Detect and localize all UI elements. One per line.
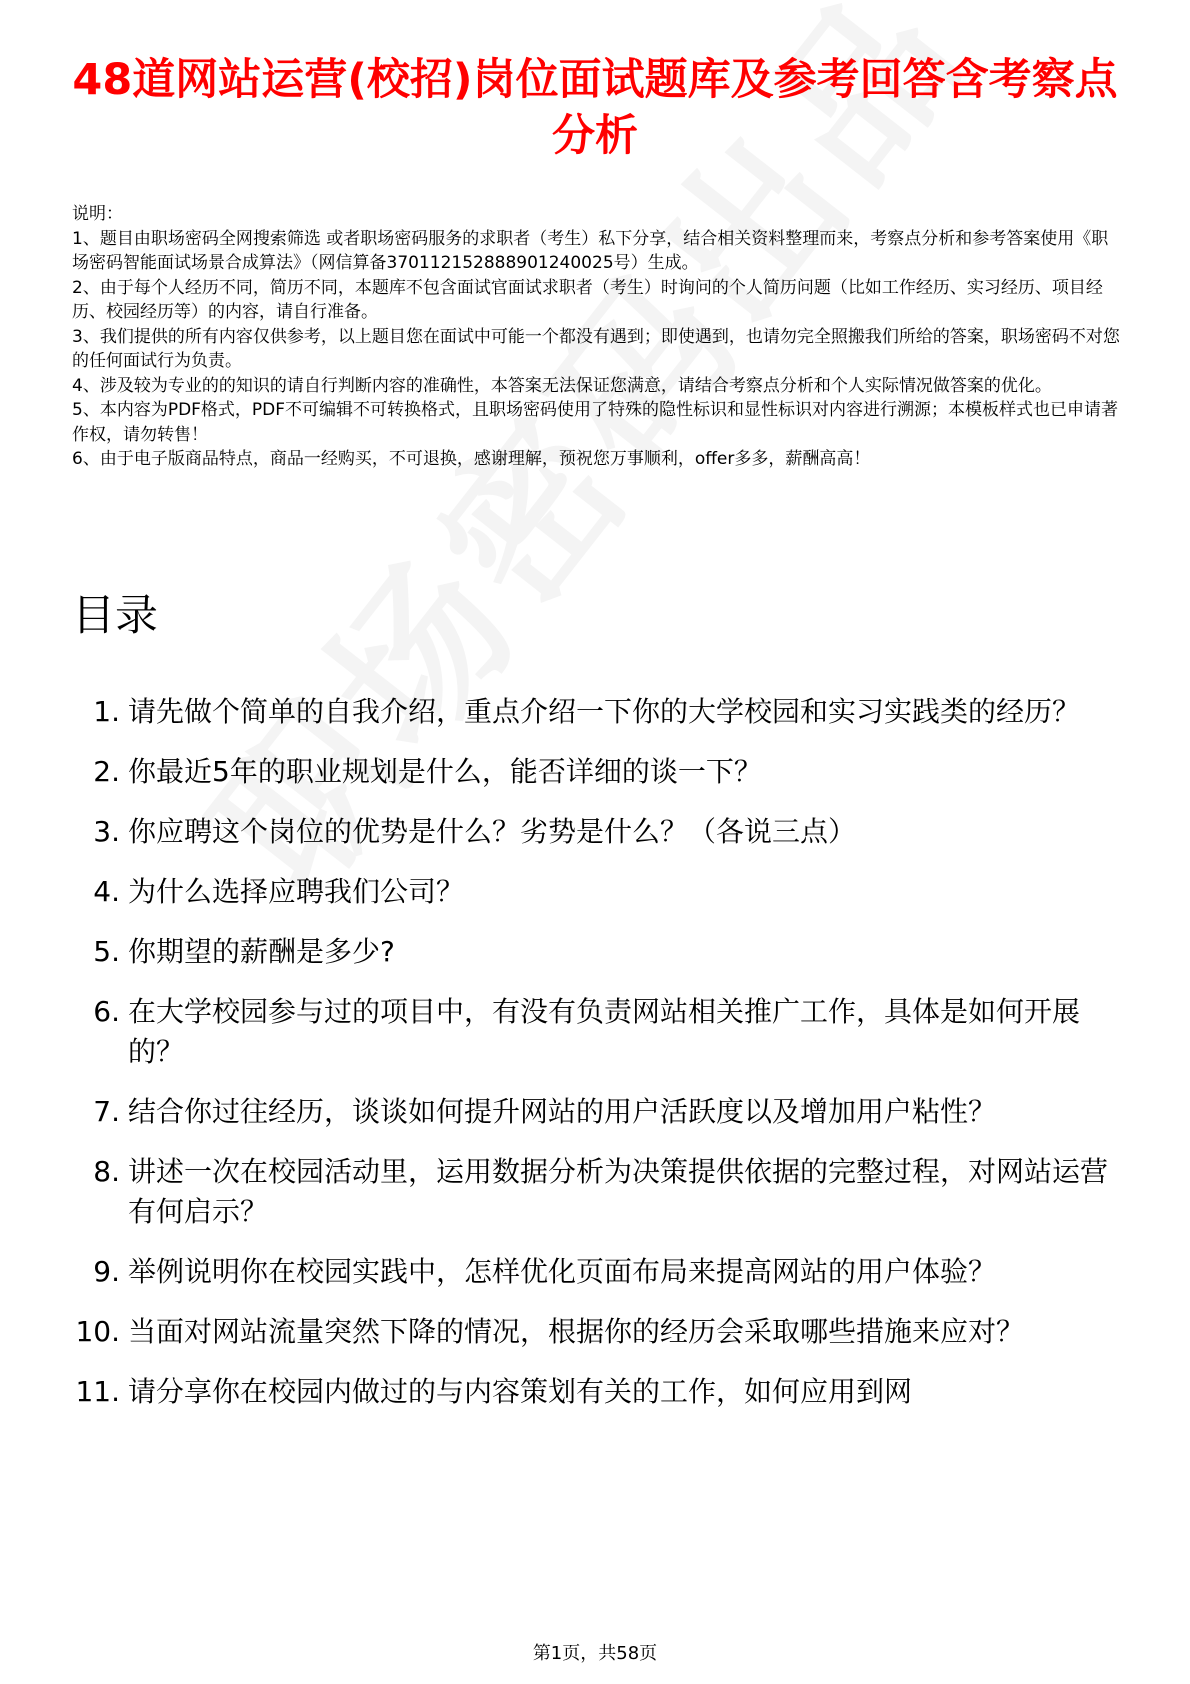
toc-item[interactable]	[72, 1252, 1122, 1292]
toc-item-number: 9.	[93, 1255, 120, 1288]
toc-item[interactable]	[72, 932, 1122, 972]
toc-item-text: 举例说明你在校园实践中，怎样优化页面布局来提高网站的用户体验？	[128, 1255, 997, 1288]
toc-item-number: 3.	[93, 815, 120, 848]
note-item-4: 4、涉及较为专业的的知识的请自行判断内容的准确性，本答案无法保证您满意，请结合考察点分析和个人实际情况做答案的优化。	[72, 375, 1052, 396]
toc-item-text: 你期望的薪酬是多少?	[128, 935, 395, 968]
toc-item-text: 请分享你在校园内做过的与内容策划有关的工作，如何应用到网	[128, 1375, 913, 1408]
table-of-contents	[72, 692, 1122, 1432]
toc-item[interactable]	[72, 1372, 1122, 1412]
toc-item-number: 7.	[93, 1095, 120, 1128]
note-item-2: 2、由于每个人经历不同，简历不同，本题库不包含面试官面试求职者（考生）时询问的个人简历问题（比如工作经历、实习经历、项目经历、校园经历等）的内容，请自行准备。	[72, 277, 1103, 322]
toc-item[interactable]	[72, 1092, 1122, 1132]
toc-item[interactable]	[72, 1312, 1122, 1352]
toc-item[interactable]	[72, 1152, 1122, 1232]
toc-item[interactable]	[72, 812, 1122, 852]
toc-item-number: 11.	[75, 1375, 120, 1408]
toc-item-text: 讲述一次在校园活动里，运用数据分析为决策提供依据的完整过程，对网站运营有何启示？	[128, 1155, 1109, 1228]
toc-item-text: 请先做个简单的自我介绍，重点介绍一下你的大学校园和实习实践类的经历？	[128, 695, 1081, 728]
toc-item[interactable]	[72, 752, 1122, 792]
toc-item-text: 结合你过往经历，谈谈如何提升网站的用户活跃度以及增加用户粘性？	[128, 1095, 997, 1128]
toc-item-number: 2.	[93, 755, 120, 788]
toc-item-text: 在大学校园参与过的项目中，有没有负责网站相关推广工作，具体是如何开展的？	[128, 995, 1081, 1068]
note-item-6: 6、由于电子版商品特点，商品一经购买，不可退换，感谢理解，预祝您万事顺利，offer多多，薪酬高高！	[72, 449, 871, 469]
page-footer: 第1页，共58页	[532, 1643, 658, 1664]
note-item-3: 3、我们提供的所有内容仅供参考，以上题目您在面试中可能一个都没有遇到；即使遇到，也请勿完全照搬我们所给的答案，职场密码不对您的任何面试行为负责。	[72, 326, 1120, 371]
toc-item-text: 当面对网站流量突然下降的情况，根据你的经历会采取哪些措施来应对？	[128, 1315, 1025, 1348]
toc-item-number: 5.	[93, 935, 120, 968]
toc-item[interactable]	[72, 992, 1122, 1072]
toc-heading: 目录	[72, 591, 158, 641]
toc-item[interactable]	[72, 692, 1122, 732]
document-title: 48道网站运营(校招)岗位面试题库及参考回答含考察点分析	[72, 55, 1118, 161]
toc-item-number: 1.	[93, 695, 120, 728]
toc-item-number: 10.	[75, 1315, 120, 1348]
toc-item[interactable]	[72, 872, 1122, 912]
toc-item-text: 你应聘这个岗位的优势是什么？劣势是什么？（各说三点）	[128, 815, 857, 848]
toc-item-number: 4.	[93, 875, 120, 908]
toc-item-text: 你最近5年的职业规划是什么，能否详细的谈一下？	[128, 755, 762, 788]
notes-heading: 说明：	[72, 204, 123, 224]
note-item-1: 1、题目由职场密码全网搜索筛选 或者职场密码服务的求职者（考生）私下分享，结合相关资料整理而来，考察点分析和参考答案使用《职场密码智能面试场景合成算法》（网信算备370112152888901240025号）生成。	[72, 228, 1109, 273]
toc-item-number: 8.	[93, 1155, 120, 1188]
toc-item-text: 为什么选择应聘我们公司？	[128, 875, 465, 908]
toc-item-number: 6.	[93, 995, 120, 1028]
notes-section	[72, 202, 1122, 472]
note-item-5: 5、本内容为PDF格式，PDF不可编辑不可转换格式，且职场密码使用了特殊的隐性标识和显性标识对内容进行溯源；本模板样式也已申请著作权，请勿转售！	[72, 400, 1119, 445]
